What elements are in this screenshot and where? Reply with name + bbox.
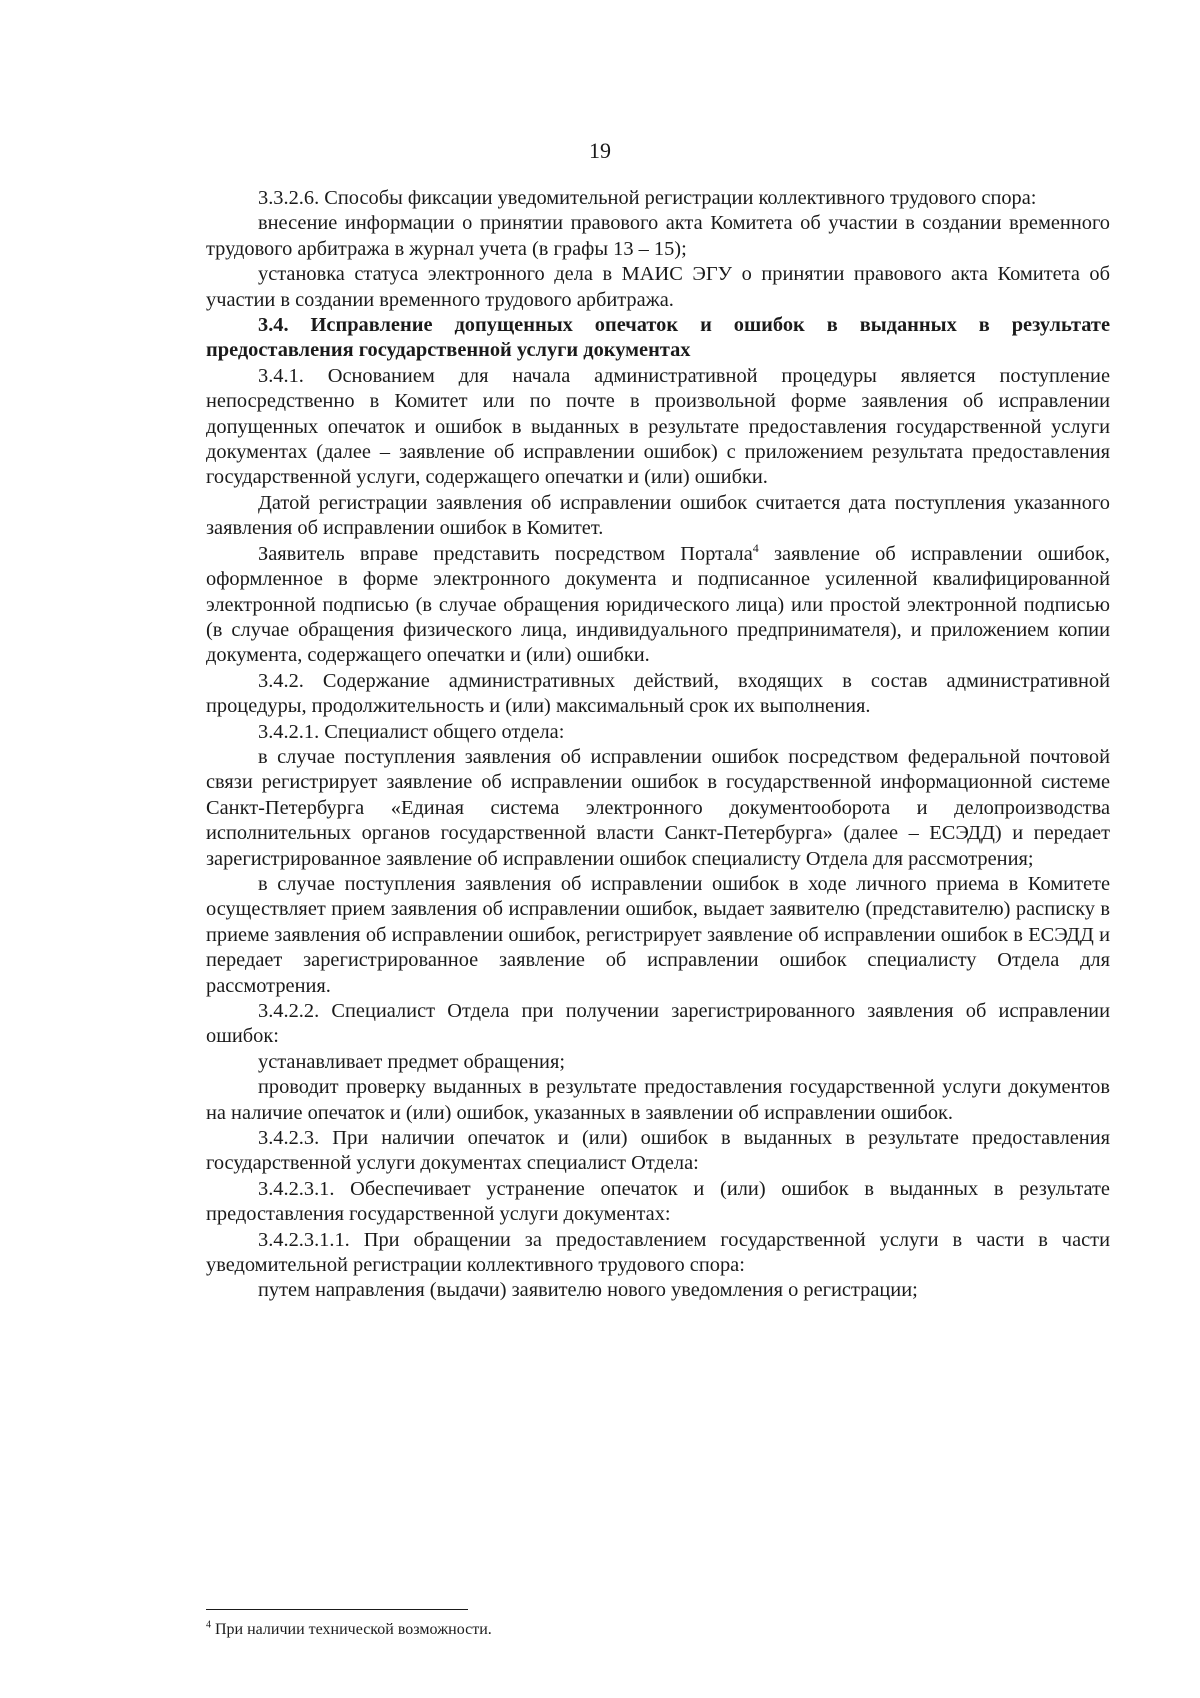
paragraph: внесение информации о принятии правового акта Комитета об участии в создании временного трудового арбитража в журнал учета (в графы 13 – 15);	[206, 212, 1110, 260]
paragraph: в случае поступления заявления об исправлении ошибок посредством федеральной почтовой связи регистрирует заявление об исправлении ошибок в государственной информационной системе Санкт-Петербурга «Единая система электронного документооборота и делопроизводства исполнительных органов государственной власти Санкт-Петербурга» (далее – ЕСЭДД) и передает зарегистрированное заявление об исправлении ошибок специалисту Отдела для рассмотрения;	[206, 745, 1110, 870]
paragraph: 3.4.2.3. При наличии опечаток и (или) ошибок в выданных в результате предоставления государственной услуги документах специалист Отдела:	[206, 1127, 1110, 1175]
page-number: 19	[589, 138, 611, 163]
paragraph: 3.4.2.3.1.1. При обращении за предоставлением государственной услуги в части в части уведомительной регистрации коллективного трудового спора:	[206, 1228, 1110, 1277]
footnote-divider	[206, 1609, 468, 1610]
paragraph: 3.4.2.1. Специалист общего отдела:	[258, 720, 565, 743]
paragraph-text: Заявитель вправе представить посредством Портала	[258, 542, 753, 565]
paragraph: 3.4.1. Основанием для начала административной процедуры является поступление непосредственно в Комитет или по почте в произвольной форме заявления об исправлении допущенных опечаток и ошибок в выданных в результате предоставления государственной услуги документах (далее – заявление об исправлении ошибок) с приложением результата предоставления государственной услуги, содержащего опечатки и (или) ошибки.	[206, 364, 1110, 489]
paragraph: устанавливает предмет обращения;	[258, 1050, 565, 1073]
footnote-marker: 4	[206, 1619, 211, 1631]
paragraph-text: заявление об исправлении ошибок, оформленное в форме электронного документа и подписанное усиленной квалифицированной электронной подписью (в случае обращения юридического лица) или простой электронной подписью (в случае обращения физического лица, индивидуального предпринимателя), и приложением копии документа, содержащего опечатки и (или) ошибки.	[206, 542, 1110, 667]
paragraph: 3.4.2. Содержание административных действий, входящих в состав административной процедуры, продолжительность и (или) максимальный срок их выполнения.	[206, 669, 1110, 718]
paragraph: в случае поступления заявления об исправлении ошибок в ходе личного приема в Комитете осуществляет прием заявления об исправлении ошибок, выдает заявителю (представителю) расписку в приеме заявления об исправлении ошибок, регистрирует заявление об исправлении ошибок в ЕСЭДД и передает зарегистрированное заявление об исправлении ошибок специалисту Отдела для рассмотрения.	[206, 872, 1110, 997]
paragraph: установка статуса электронного дела в МАИС ЭГУ о принятии правового акта Комитета об участии в создании временного трудового арбитража.	[206, 263, 1110, 311]
paragraph: Датой регистрации заявления об исправлении ошибок считается дата поступления указанного заявления об исправлении ошибок в Комитет.	[206, 491, 1110, 540]
paragraph	[206, 542, 1110, 669]
paragraph: путем направления (выдачи) заявителю нового уведомления о регистрации;	[258, 1279, 918, 1302]
footnote	[206, 1620, 1110, 1640]
paragraph: проводит проверку выданных в результате предоставления государственной услуги документов на наличие опечаток и (или) ошибок, указанных в заявлении об исправлении ошибок.	[206, 1076, 1110, 1124]
section-heading: 3.4. Исправление допущенных опечаток и ошибок в выданных в результате предоставления государственной услуги документах	[206, 314, 1110, 362]
paragraph: 3.3.2.6. Способы фиксации уведомительной регистрации коллективного трудового спора:	[258, 187, 1037, 209]
paragraph: 3.4.2.3.1. Обеспечивает устранение опечаток и (или) ошибок в выданных в результате предоставления государственной услуги документах:	[206, 1177, 1110, 1226]
footnote-text: При наличии технической возможности.	[211, 1621, 492, 1638]
paragraph: 3.4.2.2. Специалист Отдела при получении зарегистрированного заявления об исправлении ошибок:	[206, 1000, 1110, 1048]
footnote-reference: 4	[752, 540, 759, 555]
body-text	[206, 186, 1110, 1304]
